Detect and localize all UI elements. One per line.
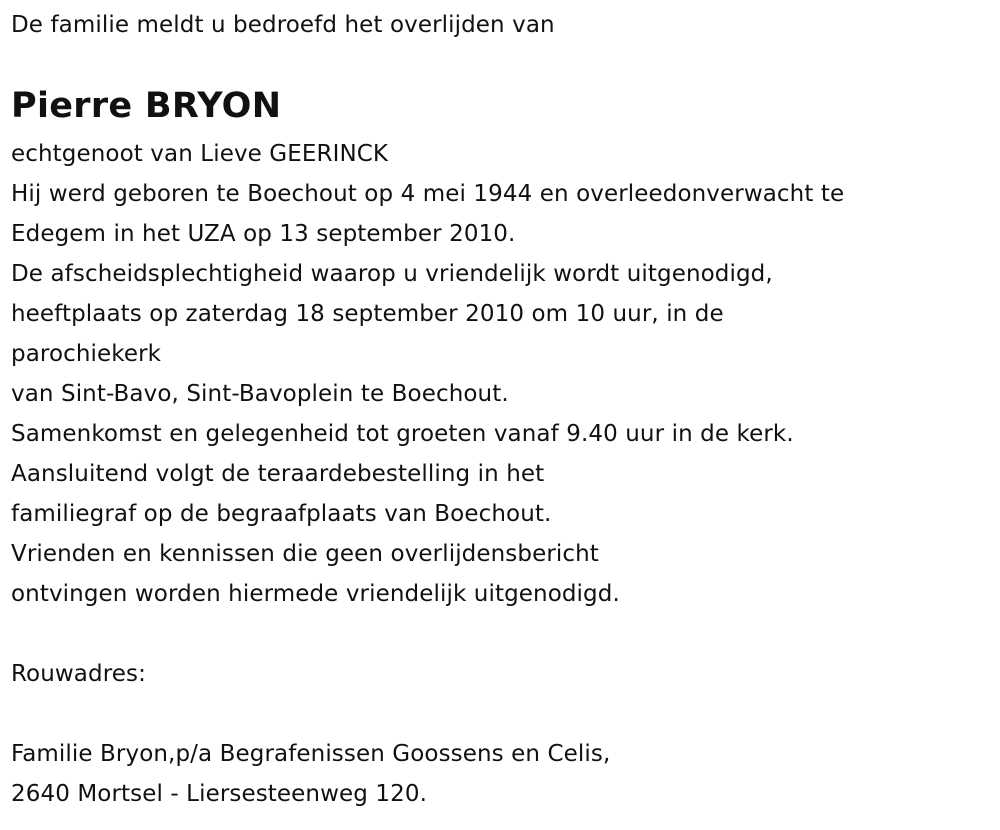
deceased-name: Pierre BRYON xyxy=(11,86,282,126)
body-line: Aansluitend volgt de teraardebestelling in het xyxy=(11,461,545,487)
body-line: ontvingen worden hiermede vriendelijk uitgenodigd. xyxy=(11,581,620,607)
address-line: Familie Bryon,p/a Begrafenissen Goossens en Celis, xyxy=(11,741,611,767)
body-line: echtgenoot van Lieve GEERINCK xyxy=(11,141,389,167)
body-line: parochiekerk xyxy=(11,341,162,367)
body-line: Hij werd geboren te Boechout op 4 mei 1944 en overleedonverwacht te xyxy=(11,181,845,207)
address-line: 2640 Mortsel - Liersesteenweg 120. xyxy=(11,781,427,807)
body-line: Vrienden en kennissen die geen overlijdensbericht xyxy=(11,541,599,567)
body-line: heeftplaats op zaterdag 18 september 2010 om 10 uur, in de xyxy=(11,301,724,327)
notice-body xyxy=(11,134,844,614)
body-line: Edegem in het UZA op 13 september 2010. xyxy=(11,221,516,247)
mourning-address xyxy=(11,734,610,814)
notice-intro: De familie meldt u bedroefd het overlijden van xyxy=(11,12,555,38)
body-line: Samenkomst en gelegenheid tot groeten vanaf 9.40 uur in de kerk. xyxy=(11,421,794,447)
address-label: Rouwadres: xyxy=(11,661,146,687)
body-line: familiegraf op de begraafplaats van Boechout. xyxy=(11,501,552,527)
body-line: van Sint-Bavo, Sint-Bavoplein te Boechout. xyxy=(11,381,509,407)
body-line: De afscheidsplechtigheid waarop u vriendelijk wordt uitgenodigd, xyxy=(11,261,773,287)
